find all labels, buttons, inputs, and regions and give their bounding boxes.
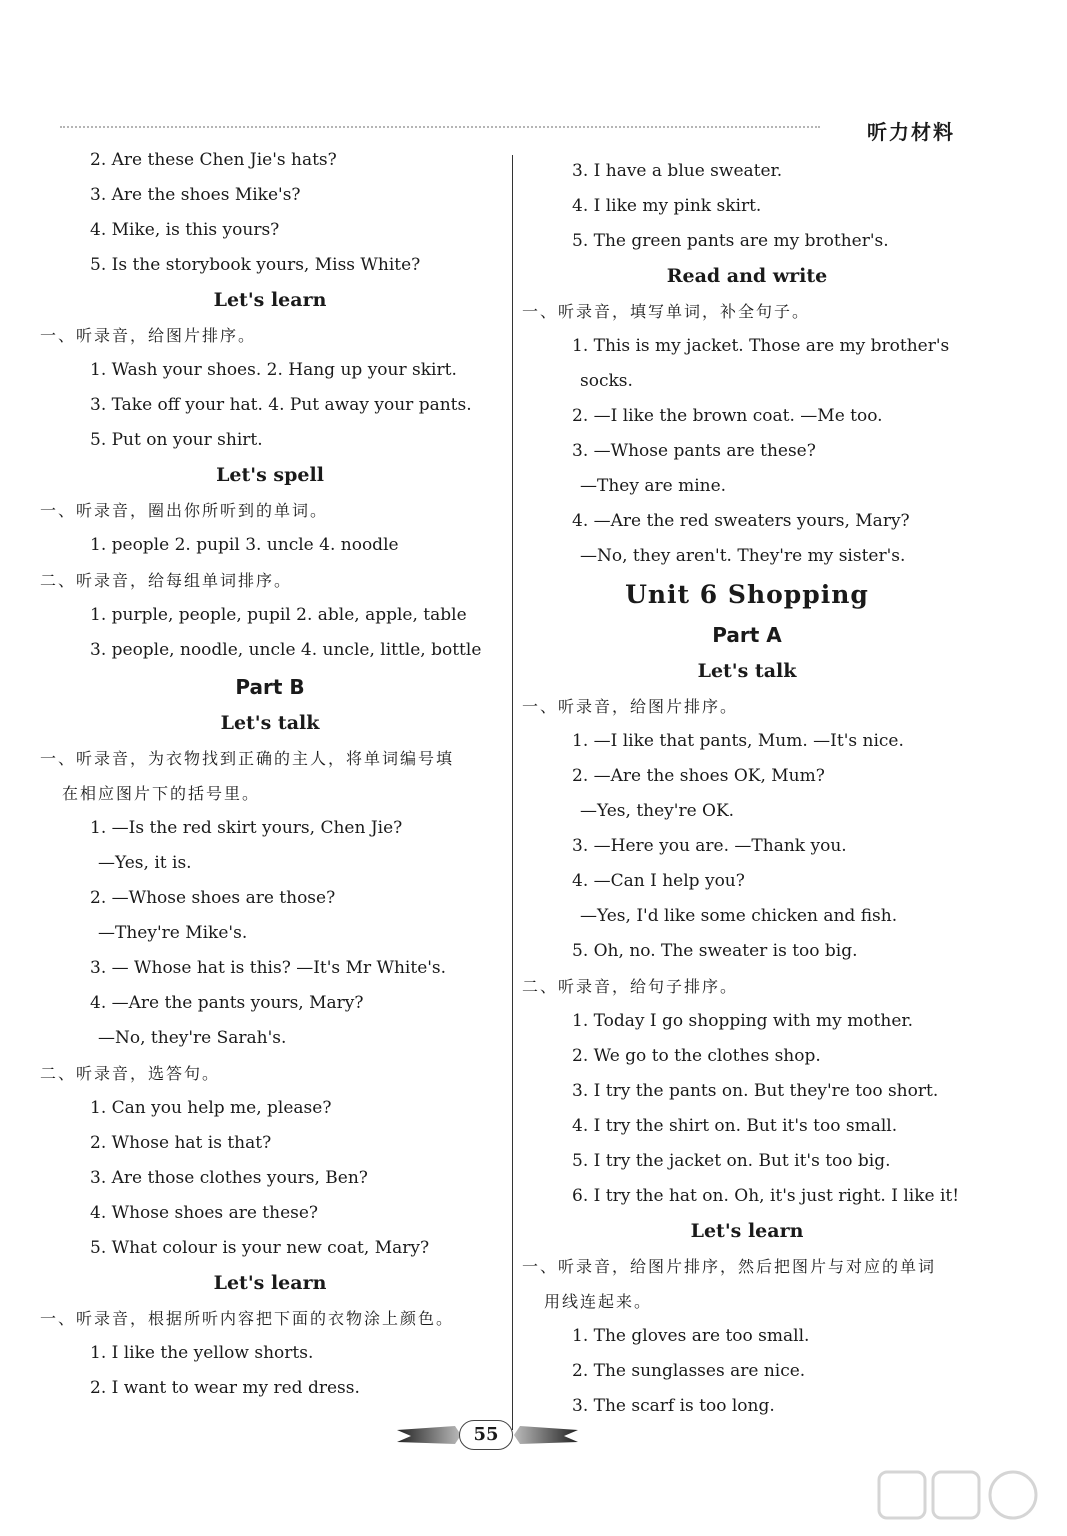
header-rule [60, 126, 820, 128]
text-line: 1. purple, people, pupil 2. able, apple, table [90, 605, 467, 625]
instruction-line: 一、听录音，给图片排序。 [40, 326, 257, 345]
text-line: 3. people, noodle, uncle 4. uncle, little, bottle [90, 640, 482, 660]
text-line: —Yes, I'd like some chicken and fish. [580, 906, 898, 926]
text-line: 1. Can you help me, please? [90, 1098, 332, 1118]
column-divider [512, 155, 513, 1430]
text-line: 1. —Is the red skirt yours, Chen Jie? [90, 818, 403, 838]
instruction-line: 一、听录音，给图片排序。 [522, 697, 739, 716]
text-line: 1. Wash your shoes. 2. Hang up your skirt. [90, 360, 457, 380]
text-line: 4. —Are the red sweaters yours, Mary? [572, 511, 910, 531]
text-line: —They are mine. [580, 476, 727, 496]
text-line: 2. Are these Chen Jie's hats? [90, 150, 337, 170]
text-line: 5. Is the storybook yours, Miss White? [90, 255, 421, 275]
section-heading: Unit 6 Shopping [625, 580, 869, 609]
instruction-line: 在相应图片下的括号里。 [62, 784, 261, 803]
text-line: 2. —Whose shoes are those? [90, 888, 336, 908]
page-number: 55 [459, 1420, 513, 1450]
text-line: 1. The gloves are too small. [572, 1326, 810, 1346]
text-line: 5. I try the jacket on. But it's too big. [572, 1151, 891, 1171]
page-header-title: 听力材料 [867, 120, 955, 144]
text-line: 1. This is my jacket. Those are my brother's [572, 336, 950, 356]
text-line: 2. Whose hat is that? [90, 1133, 272, 1153]
page-number-ornament [395, 1418, 580, 1454]
text-line: 3. Are the shoes Mike's? [90, 185, 301, 205]
text-line: 3. —Here you are. —Thank you. [572, 836, 847, 856]
instruction-line: 一、听录音，圈出你所听到的单词。 [40, 501, 329, 520]
text-line: —Yes, it is. [98, 853, 192, 873]
instruction-line: 一、听录音，给图片排序，然后把图片与对应的单词 [522, 1257, 937, 1276]
section-heading: Part B [235, 675, 305, 699]
text-line: 3. —Whose pants are these? [572, 441, 816, 461]
text-line: 5. Oh, no. The sweater is too big. [572, 941, 858, 961]
watermark-logo [875, 1468, 1045, 1528]
text-line: 4. —Can I help you? [572, 871, 745, 891]
text-line: 1. —I like that pants, Mum. —It's nice. [572, 731, 904, 751]
instruction-line: 二、听录音，给句子排序。 [522, 977, 739, 996]
text-line: 6. I try the hat on. Oh, it's just right. I like it! [572, 1186, 960, 1206]
text-line: socks. [580, 371, 633, 391]
text-line: 1. people 2. pupil 3. uncle 4. noodle [90, 535, 399, 555]
text-line: 4. I like my pink skirt. [572, 196, 762, 216]
text-line: 3. — Whose hat is this? —It's Mr White's. [90, 958, 447, 978]
text-line: —No, they aren't. They're my sister's. [580, 546, 906, 566]
left-column [40, 143, 500, 1406]
text-line: —Yes, they're OK. [580, 801, 735, 821]
text-line: 3. The scarf is too long. [572, 1396, 775, 1416]
text-line: 3. Take off your hat. 4. Put away your pants. [90, 395, 472, 415]
instruction-line: 一、听录音，为衣物找到正确的主人，将单词编号填 [40, 749, 455, 768]
text-line: 2. —I like the brown coat. —Me too. [572, 406, 883, 426]
text-line: 5. What colour is your new coat, Mary? [90, 1238, 430, 1258]
section-heading: Let's talk [220, 712, 320, 734]
section-heading: Let's learn [213, 1272, 327, 1294]
text-line: 2. —Are the shoes OK, Mum? [572, 766, 825, 786]
text-line: 1. I like the yellow shorts. [90, 1343, 314, 1363]
text-line: 2. We go to the clothes shop. [572, 1046, 821, 1066]
text-line: 5. Put on your shirt. [90, 430, 263, 450]
text-line: 4. Whose shoes are these? [90, 1203, 319, 1223]
text-line: 2. I want to wear my red dress. [90, 1378, 360, 1398]
section-heading: Let's talk [697, 660, 797, 682]
text-line: 3. I try the pants on. But they're too short. [572, 1081, 939, 1101]
text-line: 1. Today I go shopping with my mother. [572, 1011, 914, 1031]
section-heading: Let's learn [690, 1220, 804, 1242]
text-line: 2. The sunglasses are nice. [572, 1361, 806, 1381]
instruction-line: 二、听录音，选答句。 [40, 1064, 221, 1083]
instruction-line: 一、听录音，填写单词，补全句子。 [522, 302, 811, 321]
text-line: 3. I have a blue sweater. [572, 161, 783, 181]
instruction-line: 二、听录音，给每组单词排序。 [40, 571, 293, 590]
text-line: 4. Mike, is this yours? [90, 220, 280, 240]
section-heading: Part A [712, 623, 782, 647]
text-line: 3. Are those clothes yours, Ben? [90, 1168, 368, 1188]
right-column [522, 154, 972, 1424]
text-line: —They're Mike's. [98, 923, 248, 943]
instruction-line: 一、听录音，根据所听内容把下面的衣物涂上颜色。 [40, 1309, 455, 1328]
instruction-line: 用线连起来。 [544, 1292, 653, 1311]
section-heading: Let's spell [216, 464, 324, 486]
text-line: —No, they're Sarah's. [98, 1028, 287, 1048]
section-heading: Let's learn [213, 289, 327, 311]
text-line: 5. The green pants are my brother's. [572, 231, 889, 251]
text-line: 4. I try the shirt on. But it's too small. [572, 1116, 898, 1136]
section-heading: Read and write [666, 265, 828, 287]
text-line: 4. —Are the pants yours, Mary? [90, 993, 364, 1013]
